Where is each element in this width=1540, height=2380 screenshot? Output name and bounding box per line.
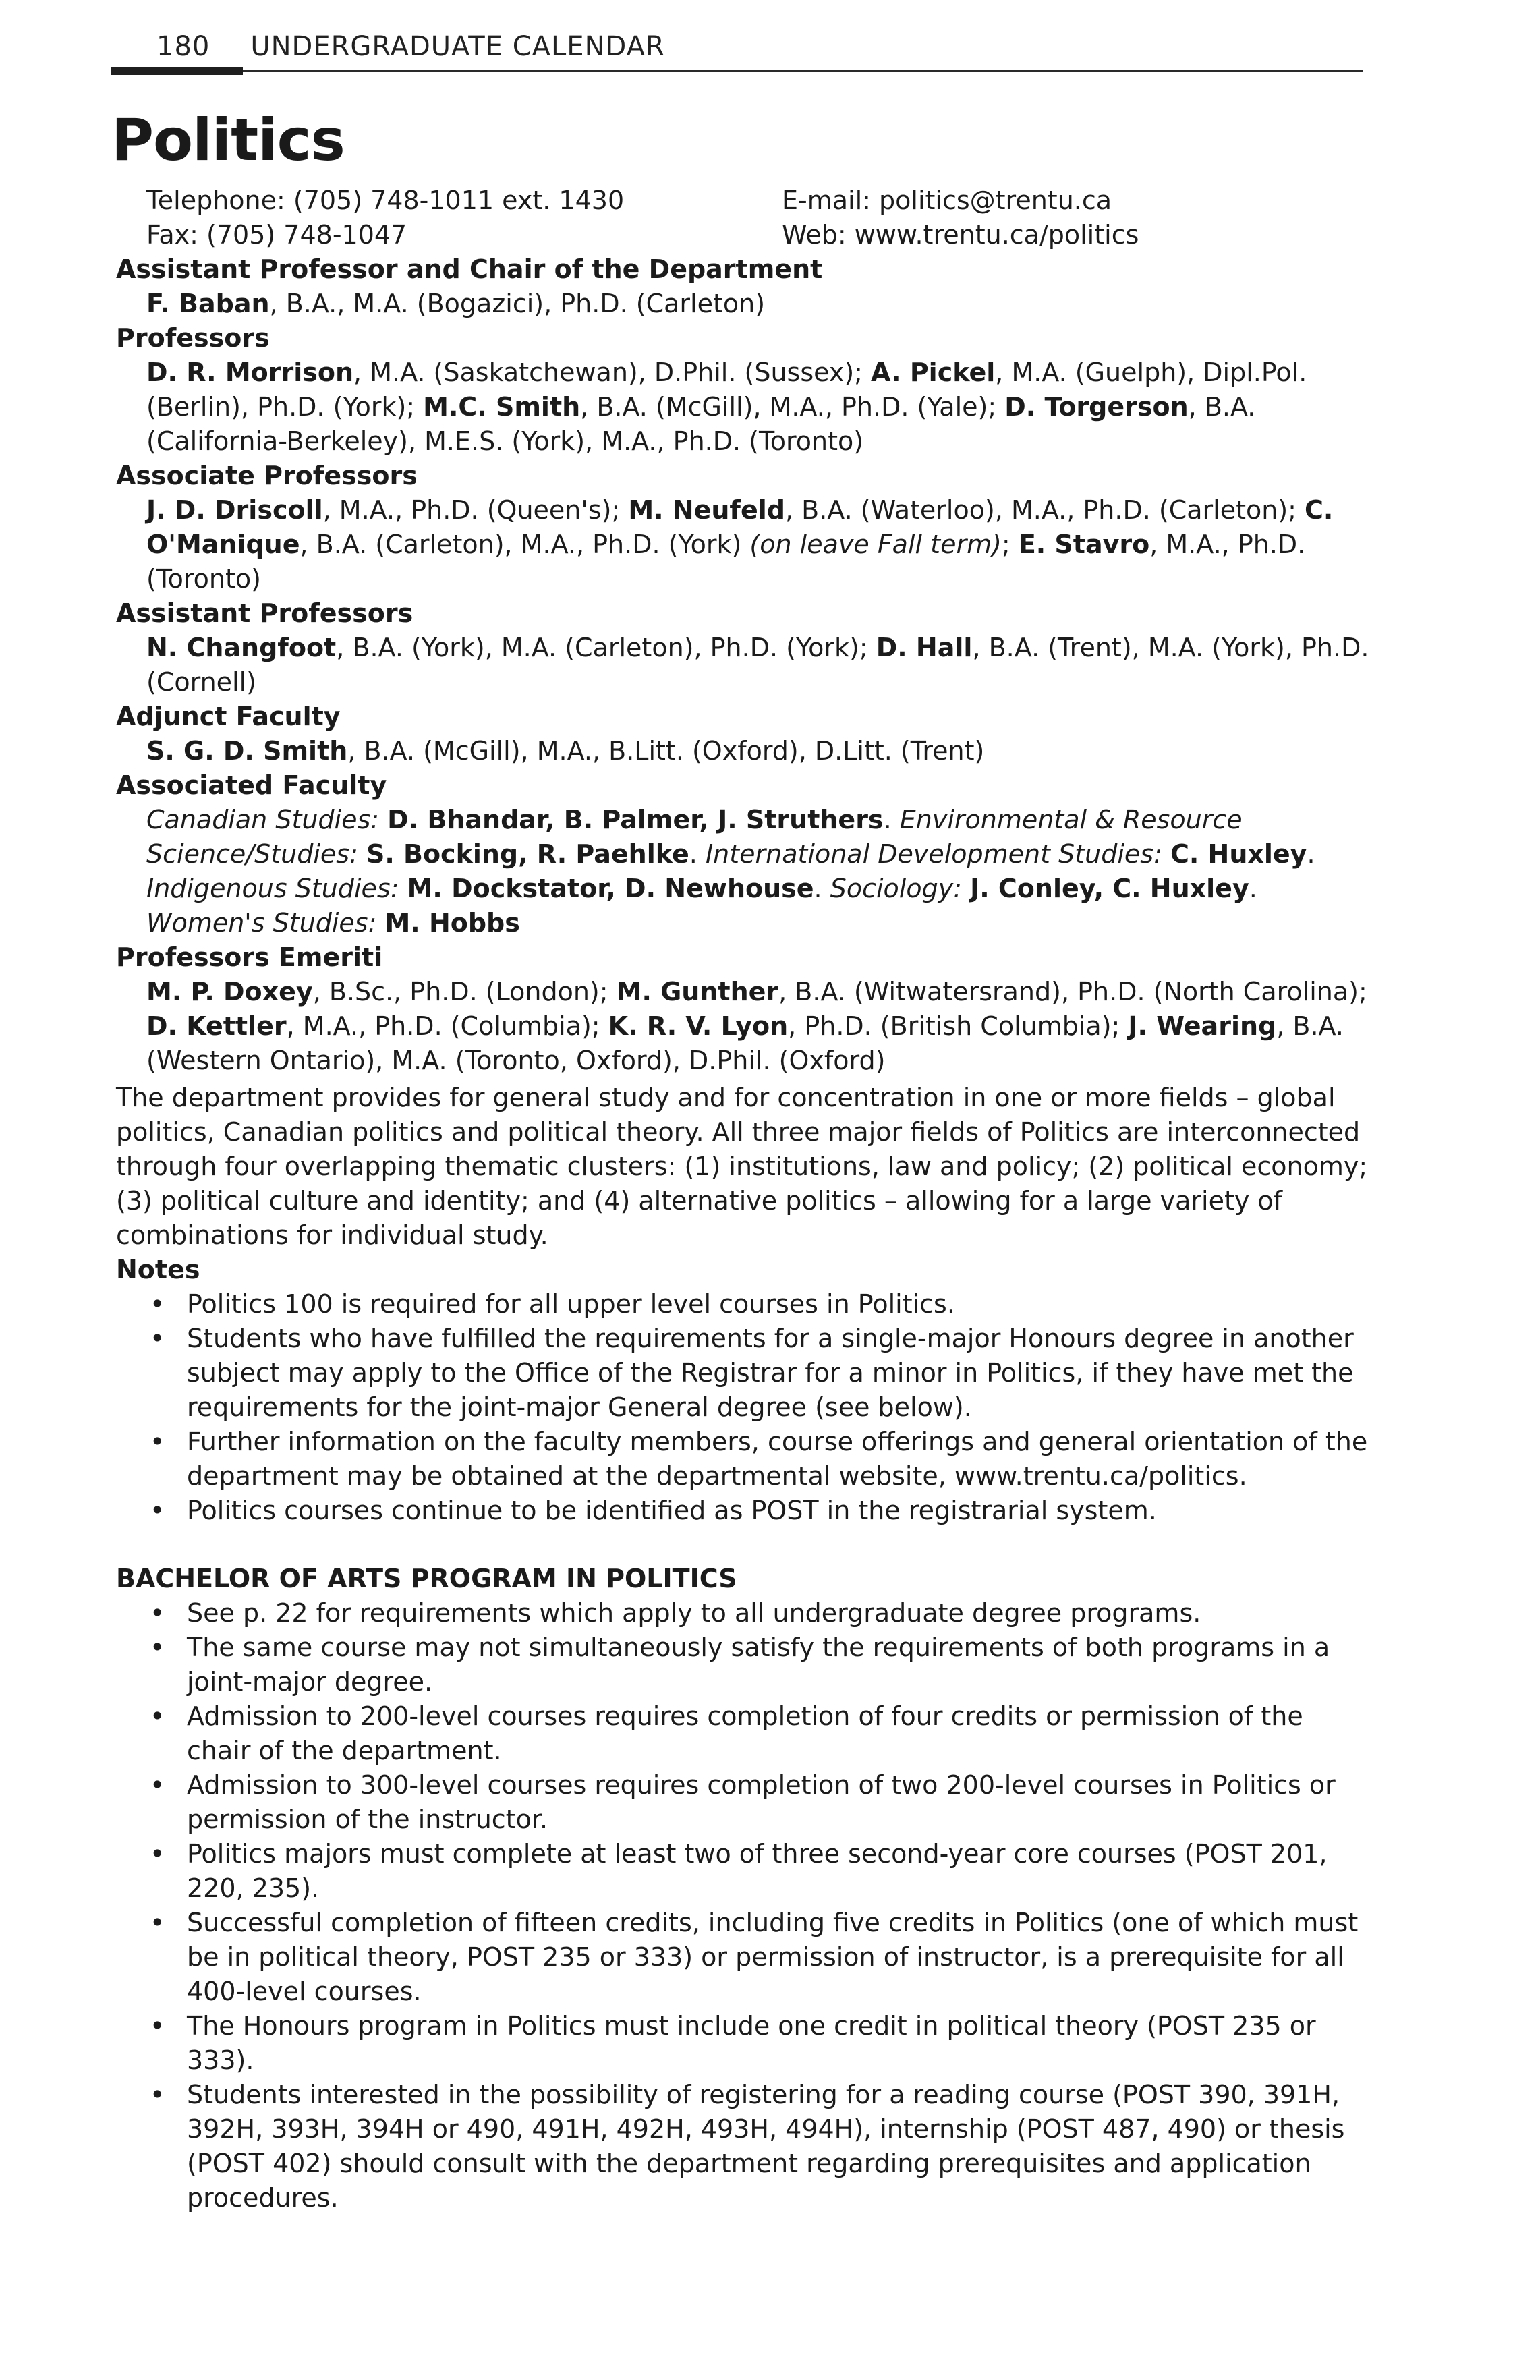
faculty-name: D. Torgerson — [1004, 392, 1189, 422]
page-title: Politics — [111, 107, 345, 174]
list-item: • Politics courses continue to be identified as POST in the registrarial system. — [116, 1494, 1371, 1528]
running-header — [156, 31, 665, 62]
faculty-credentials: , B.A. (Trent), M.A. (York), Ph.D. (Cornell) — [146, 633, 1369, 697]
adjunct-faculty-heading: Adjunct Faculty — [116, 702, 341, 731]
faculty-name: F. Baban — [146, 289, 270, 318]
faculty-credentials: , Ph.D. (British Columbia); — [788, 1011, 1129, 1041]
faculty-name: A. Pickel — [871, 358, 996, 387]
running-title: UNDERGRADUATE CALENDAR — [250, 31, 665, 62]
faculty-names: M. Dockstator, D. Newhouse — [407, 874, 814, 903]
associate-professors-heading: Associate Professors — [116, 461, 418, 490]
professors-heading: Professors — [116, 323, 270, 353]
professors-emeriti-heading: Professors Emeriti — [116, 942, 383, 972]
list-item: • Politics majors must complete at least two of three second-year core courses (POST 201, 220, 235). — [116, 1837, 1371, 1906]
associated-faculty-entry — [116, 803, 1371, 940]
page-content — [116, 183, 1371, 2215]
list-item: • Students interested in the possibility of registering for a reading course (POST 390, 391H, 392H, 393H, 394H or 490, 491H, 492H, 493H, 494H), internship (POST 487, 490) or thesis (POST 402) should consult with the department regarding prerequisites and application procedures. — [116, 2078, 1371, 2215]
page-number: 180 — [156, 31, 210, 62]
faculty-credentials: , B.A. (Carleton), M.A., Ph.D. (York) — [300, 530, 750, 559]
faculty-names: S. Bocking, R. Paehlke — [366, 839, 689, 869]
faculty-name: M. Neufeld — [628, 495, 785, 525]
list-item: • Further information on the faculty members, course offerings and general orientation of the department may be obtained at the departmental website, www.trentu.ca/politics. — [116, 1425, 1371, 1494]
separator: . — [689, 839, 706, 869]
program-label: International Development Studies: — [705, 839, 1170, 869]
faculty-name: J. Wearing — [1128, 1011, 1277, 1041]
list-item: • The Honours program in Politics must include one credit in political theory (POST 235 or 333). — [116, 2009, 1371, 2078]
program-label: Indigenous Studies: — [146, 874, 407, 903]
faculty-name: M. Gunther — [616, 977, 779, 1007]
faculty-credentials: , M.A. (Saskatchewan), D.Phil. (Sussex); — [353, 358, 872, 387]
email: E-mail: politics@trentu.ca — [782, 186, 1112, 215]
faculty-name: D. Kettler — [146, 1011, 287, 1041]
faculty-credentials: , B.A., M.A. (Bogazici), Ph.D. (Carleton) — [269, 289, 766, 318]
faculty-name: C. O'Manique — [146, 495, 1334, 559]
professors-emeriti-entry — [116, 975, 1371, 1078]
notes-heading: Notes — [116, 1255, 200, 1284]
department-description: The department provides for general study and for concentration in one or more fields – global politics, Canadian politics and political theory. All three major fields of Politics are interconnected through four overlapping thematic clusters: (1) institutions, law and policy; (2) political economy; (3) political culture and identity; and (4) alternative politics – allowing for a large variety of combinations for individual study. — [116, 1083, 1368, 1250]
associate-professors-entry — [116, 493, 1371, 596]
separator: ; — [1001, 530, 1019, 559]
faculty-credentials: , M.A. (Guelph), Dipl.Pol. (Berlin), Ph.D. (York); — [146, 358, 1307, 422]
list-item: • Successful completion of fifteen credits, including five credits in Politics (one of which must be in political theory, POST 235 or 333) or permission of instructor, is a prerequisite for all 400-level courses. — [116, 1906, 1371, 2009]
faculty-name: E. Stavro — [1018, 530, 1150, 559]
faculty-credentials: , B.A. (Waterloo), M.A., Ph.D. (Carleton); — [785, 495, 1305, 525]
assistant-professors-heading: Assistant Professors — [116, 598, 413, 628]
faculty-names: J. Conley, C. Huxley — [970, 874, 1249, 903]
header-rule-accent — [111, 67, 243, 75]
assistant-professors-entry — [116, 631, 1371, 700]
faculty-name: D. R. Morrison — [146, 358, 354, 387]
fax: Fax: (705) 748-1047 — [146, 220, 407, 250]
faculty-credentials: , B.A. (York), M.A. (Carleton), Ph.D. (York); — [336, 633, 876, 662]
separator: . — [883, 805, 900, 834]
faculty-name: M. P. Doxey — [146, 977, 313, 1007]
header-rule — [111, 70, 1363, 72]
faculty-credentials: , B.Sc., Ph.D. (London); — [312, 977, 617, 1007]
faculty-credentials: , B.A. (California-Berkeley), M.E.S. (York), M.A., Ph.D. (Toronto) — [146, 392, 1256, 456]
list-item: • Students who have fulfilled the requirements for a single-major Honours degree in another subject may apply to the Office of the Registrar for a minor in Politics, if they have met the requirements for the joint-major General degree (see below). — [116, 1322, 1371, 1425]
notes-list — [116, 1287, 1371, 1528]
contact-row-2 — [116, 218, 1371, 252]
associated-faculty-heading: Associated Faculty — [116, 770, 387, 800]
separator: . — [814, 874, 830, 903]
faculty-names: C. Huxley — [1170, 839, 1307, 869]
separator: . — [1307, 839, 1315, 869]
faculty-name: N. Changfoot — [146, 633, 337, 662]
faculty-names: M. Hobbs — [384, 908, 520, 938]
faculty-credentials: , M.A., Ph.D. (Columbia); — [286, 1011, 608, 1041]
faculty-credentials: , B.A. (McGill), M.A., B.Litt. (Oxford), D.Litt. (Trent) — [347, 736, 985, 766]
faculty-name: M.C. Smith — [423, 392, 581, 422]
telephone: Telephone: (705) 748-1011 ext. 1430 — [146, 186, 625, 215]
faculty-name: J. D. Driscoll — [146, 495, 323, 525]
faculty-credentials: , B.A. (Western Ontario), M.A. (Toronto, Oxford), D.Phil. (Oxford) — [146, 1011, 1344, 1075]
program-label: Canadian Studies: — [146, 805, 388, 834]
faculty-credentials: , B.A. (McGill), M.A., Ph.D. (Yale); — [580, 392, 1005, 422]
list-item: • The same course may not simultaneously satisfy the requirements of both programs in a joint-major degree. — [116, 1631, 1371, 1699]
faculty-credentials: , M.A., Ph.D. (Toronto) — [146, 530, 1306, 594]
program-label: Environmental & Resource Science/Studies: — [146, 805, 1243, 869]
separator: . — [1249, 874, 1257, 903]
leave-note: (on leave Fall term) — [749, 530, 1002, 559]
faculty-name: K. R. V. Lyon — [608, 1011, 789, 1041]
faculty-names: D. Bhandar, B. Palmer, J. Struthers — [387, 805, 884, 834]
list-item: • Politics 100 is required for all upper level courses in Politics. — [116, 1287, 1371, 1322]
chair-heading: Assistant Professor and Chair of the Department — [116, 254, 823, 284]
website: Web: www.trentu.ca/politics — [782, 220, 1139, 250]
contact-row-1 — [116, 183, 1371, 218]
professors-entry — [116, 356, 1371, 459]
list-item: • See p. 22 for requirements which apply to all undergraduate degree programs. — [116, 1596, 1371, 1631]
list-item: • Admission to 200-level courses requires completion of four credits or permission of the chair of the department. — [116, 1699, 1371, 1768]
adjunct-faculty-entry — [116, 734, 1371, 768]
program-label: Women's Studies: — [146, 908, 385, 938]
faculty-name: S. G. D. Smith — [146, 736, 348, 766]
list-item: • Admission to 300-level courses requires completion of two 200-level courses in Politics or permission of the instructor. — [116, 1768, 1371, 1837]
program-label: Sociology: — [830, 874, 971, 903]
faculty-credentials: , B.A. (Witwatersrand), Ph.D. (North Carolina); — [778, 977, 1367, 1007]
ba-program-list — [116, 1596, 1371, 2215]
ba-program-heading: BACHELOR OF ARTS PROGRAM IN POLITICS — [116, 1564, 737, 1593]
chair-entry — [116, 287, 1371, 321]
faculty-name: D. Hall — [876, 633, 973, 662]
faculty-credentials: , M.A., Ph.D. (Queen's); — [322, 495, 629, 525]
